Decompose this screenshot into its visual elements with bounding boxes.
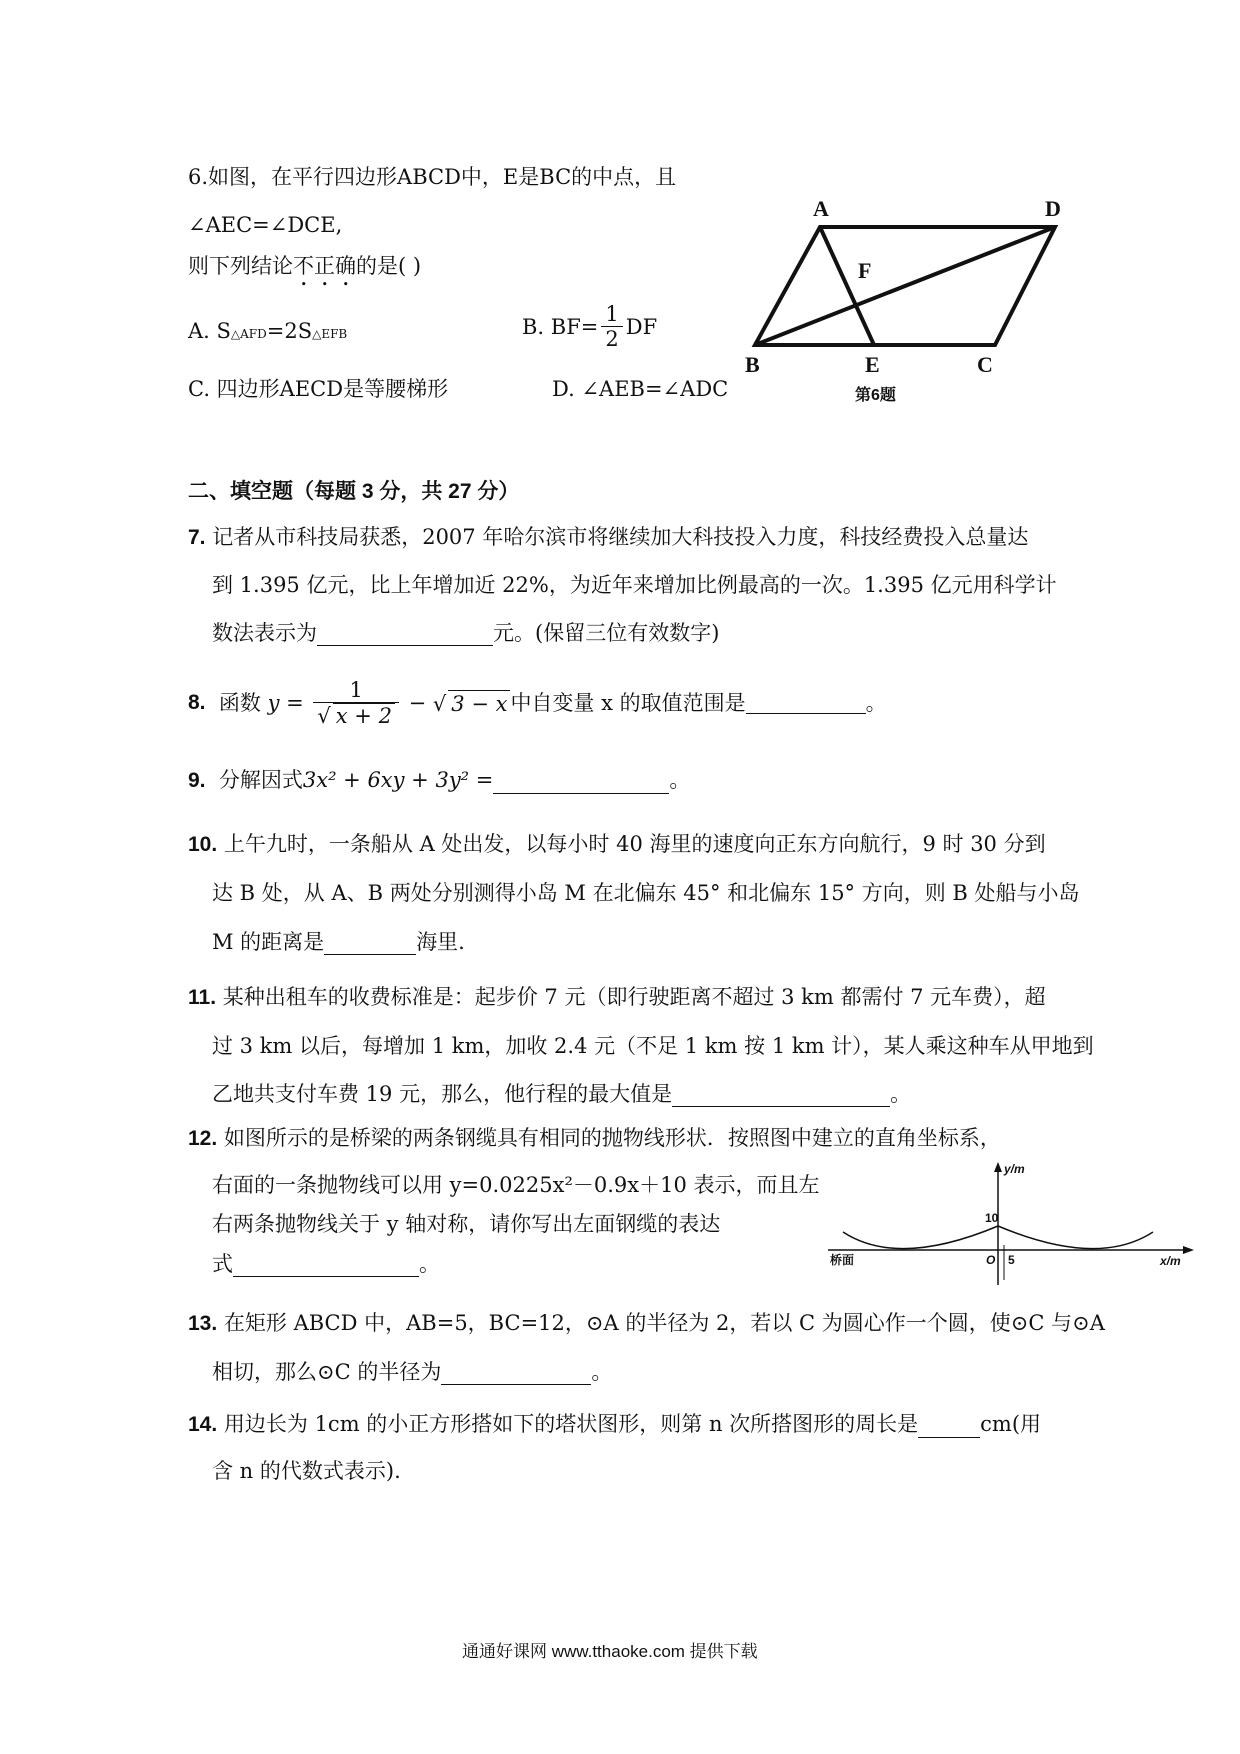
q11-line3	[212, 1081, 911, 1107]
q6-opt-a-sub2: △EFB	[312, 327, 348, 341]
q9-number: 9.	[188, 769, 206, 792]
q8-answer-blank[interactable]	[746, 693, 866, 714]
q11-text1: 某种出租车的收费标准是：起步价 7 元（即行驶距离不超过 3 km 都需付 7 元车费），超	[222, 985, 1046, 1009]
q12-text1: 如图所示的是桥梁的两条钢缆具有相同的抛物线形状．按照图中建立的直角坐标系，	[223, 1126, 1001, 1150]
q13-answer-blank[interactable]	[441, 1364, 591, 1385]
page-footer: 通通好课网 www.tthaoke.com 提供下载	[462, 1642, 758, 1661]
q6-opt-b-den: 2	[601, 326, 622, 351]
q6-opt-a-mid: =2S	[266, 319, 313, 343]
q13-number: 13.	[188, 1312, 218, 1335]
q13-line1	[188, 1310, 1105, 1337]
q12-line3: 右两条抛物线关于 y 轴对称，请你写出左面钢缆的表达	[212, 1212, 721, 1236]
q8-den-radicand: x + 2	[333, 703, 395, 728]
q8-minus: −	[401, 691, 433, 715]
q12-answer-blank[interactable]	[233, 1256, 419, 1277]
x-axis-arrow	[1183, 1246, 1194, 1254]
bridge-label: 桥面	[830, 1253, 855, 1267]
q13-text1: 在矩形 ABCD 中，AB=5，BC=12，⊙A 的半径为 2，若以 C 为圆心作一个圆，使⊙C 与⊙A	[223, 1311, 1105, 1335]
q8-sqrt: √ 3 − x	[433, 690, 511, 717]
q10-text3-pre: M 的距离是	[212, 930, 325, 954]
q8-numerator: 1	[349, 678, 363, 702]
q8-number: 8.	[188, 691, 206, 714]
q14-line2: 含 n 的代数式表示).	[212, 1459, 401, 1483]
q12-line1	[188, 1125, 1001, 1152]
q10-number: 10.	[188, 833, 218, 856]
q6-opt-b-fraction	[601, 302, 622, 351]
q8-radicand: 3 − x	[448, 690, 510, 717]
q14-number: 14.	[188, 1413, 218, 1436]
q11-number: 11.	[188, 986, 217, 1009]
q14-text1-pre: 用边长为 1cm 的小正方形搭如下的塔状图形，则第 n 次所搭图形的周长是	[223, 1412, 919, 1436]
q7-line1	[188, 524, 1028, 551]
q8-post: 中自变量 x 的取值范围是	[510, 691, 746, 715]
label-c: C	[977, 352, 993, 377]
q11-text3-pre: 乙地共支付车费 19 元，那么，他行程的最大值是	[212, 1082, 673, 1106]
q6-option-c: C. 四边形AECD是等腰梯形	[188, 377, 449, 401]
q11-line1	[188, 984, 1046, 1011]
section-title: 二、填空题（每题 3 分，共 27 分）	[188, 480, 520, 503]
q14-line1	[188, 1411, 1041, 1438]
q8-fraction	[313, 678, 399, 728]
q12-bridge-figure	[828, 1160, 1198, 1290]
q12-line4	[212, 1251, 440, 1277]
q11-answer-blank[interactable]	[672, 1086, 890, 1107]
x-axis-label: x/m	[1160, 1254, 1181, 1268]
q10-text3-post: 海里.	[416, 930, 465, 954]
q6-opt-a-prefix: A. S	[188, 319, 231, 343]
q12-text4-pre: 式	[212, 1252, 233, 1276]
q6-opt-b-num: 1	[605, 302, 619, 326]
q9-end: 。	[669, 768, 691, 792]
q8-denominator: √ x + 2	[313, 702, 399, 728]
q14-text1-post: cm(用	[980, 1412, 1042, 1436]
q9-answer-blank[interactable]	[493, 773, 669, 794]
x5-label: 5	[1008, 1253, 1015, 1267]
q6-parallelogram-figure	[740, 190, 1080, 420]
left-cable	[843, 1226, 998, 1249]
q13-text2-pre: 相切，那么⊙C 的半径为	[212, 1360, 442, 1384]
q9-expression: 3x² + 6xy + 3y² =	[302, 768, 494, 792]
q7-text3-pre: 数法表示为	[212, 621, 317, 645]
q13-text2-post: 。	[591, 1360, 613, 1384]
q6-line2: ∠AEC=∠DCE,	[188, 213, 343, 237]
q10-text1: 上午九时，一条船从 A 处出发，以每小时 40 海里的速度向正东方向航行，9 时 30 分到	[223, 832, 1046, 856]
label-a: A	[813, 196, 829, 221]
q12-line2: 右面的一条抛物线可以用 y=0.0225x²－0.9x＋10 表示，而且左	[212, 1173, 820, 1197]
q8-end: 。	[865, 691, 887, 715]
label-d: D	[1045, 196, 1061, 221]
figure-caption: 第6题	[855, 387, 896, 404]
q12-text4-post: 。	[419, 1252, 440, 1276]
q6-emphasis: 不正确	[293, 254, 356, 278]
q10-line2: 达 B 处，从 A、B 两处分别测得小岛 M 在北偏东 45° 和北偏东 15° 方向，则 B 处船与小岛	[212, 881, 1080, 905]
origin-label: O	[986, 1253, 996, 1267]
q7-text3-post: 元。(保留三位有效数字)	[493, 621, 720, 645]
q10-line1	[188, 831, 1046, 858]
q8-y: y	[267, 691, 280, 715]
q9-pre: 分解因式	[218, 768, 303, 792]
q6-opt-b-prefix: B. BF=	[522, 314, 599, 339]
q7-answer-blank[interactable]	[317, 625, 493, 646]
q6-line3	[188, 253, 421, 291]
q6-option-a	[188, 318, 347, 347]
q11-text3-post: 。	[890, 1082, 912, 1106]
q8-line	[188, 678, 887, 728]
right-cable	[998, 1226, 1153, 1249]
segment-bd	[755, 227, 1055, 345]
y-axis-arrow	[994, 1162, 1002, 1172]
q8-pre: 函数	[218, 691, 261, 715]
segment-ae	[820, 227, 874, 345]
q6-opt-a-sub1: △AFD	[230, 327, 267, 341]
q14-answer-blank[interactable]	[918, 1417, 980, 1438]
q6-line3-pre: 则下列结论	[188, 254, 293, 278]
label-f: F	[858, 258, 872, 283]
q11-line2: 过 3 km 以后，每增加 1 km，加收 2.4 元（不足 1 km 按 1 km 计），某人乘这种车从甲地到	[212, 1034, 1094, 1058]
label-b: B	[745, 352, 760, 377]
q10-answer-blank[interactable]	[324, 934, 416, 955]
label-e: E	[865, 352, 880, 377]
q8-eq: =	[279, 691, 311, 715]
q6-line3-post: 的是( )	[356, 254, 422, 278]
q7-number: 7.	[188, 526, 206, 549]
q7-text1: 记者从市科技局获悉，2007 年哈尔滨市将继续加大科技投入力度，科技经费投入总量达	[212, 525, 1029, 549]
q10-line3	[212, 929, 465, 955]
q6-opt-b-post: DF	[625, 314, 658, 339]
q9-line	[188, 767, 690, 794]
q13-line2	[212, 1359, 612, 1385]
q12-number: 12.	[188, 1127, 218, 1150]
q6-option-d: D. ∠AEB=∠ADC	[552, 377, 729, 401]
q7-line3	[212, 620, 719, 646]
y-axis-label: y/m	[1004, 1162, 1025, 1176]
q7-line2: 到 1.395 亿元，比上年增加近 22%，为近年来增加比例最高的一次。1.395 亿元用科学计	[212, 573, 1057, 597]
q6-option-b	[522, 302, 657, 351]
y10-label: 10	[985, 1211, 999, 1225]
q6-line1: 6.如图，在平行四边形ABCD中，E是BC的中点，且	[188, 165, 677, 189]
